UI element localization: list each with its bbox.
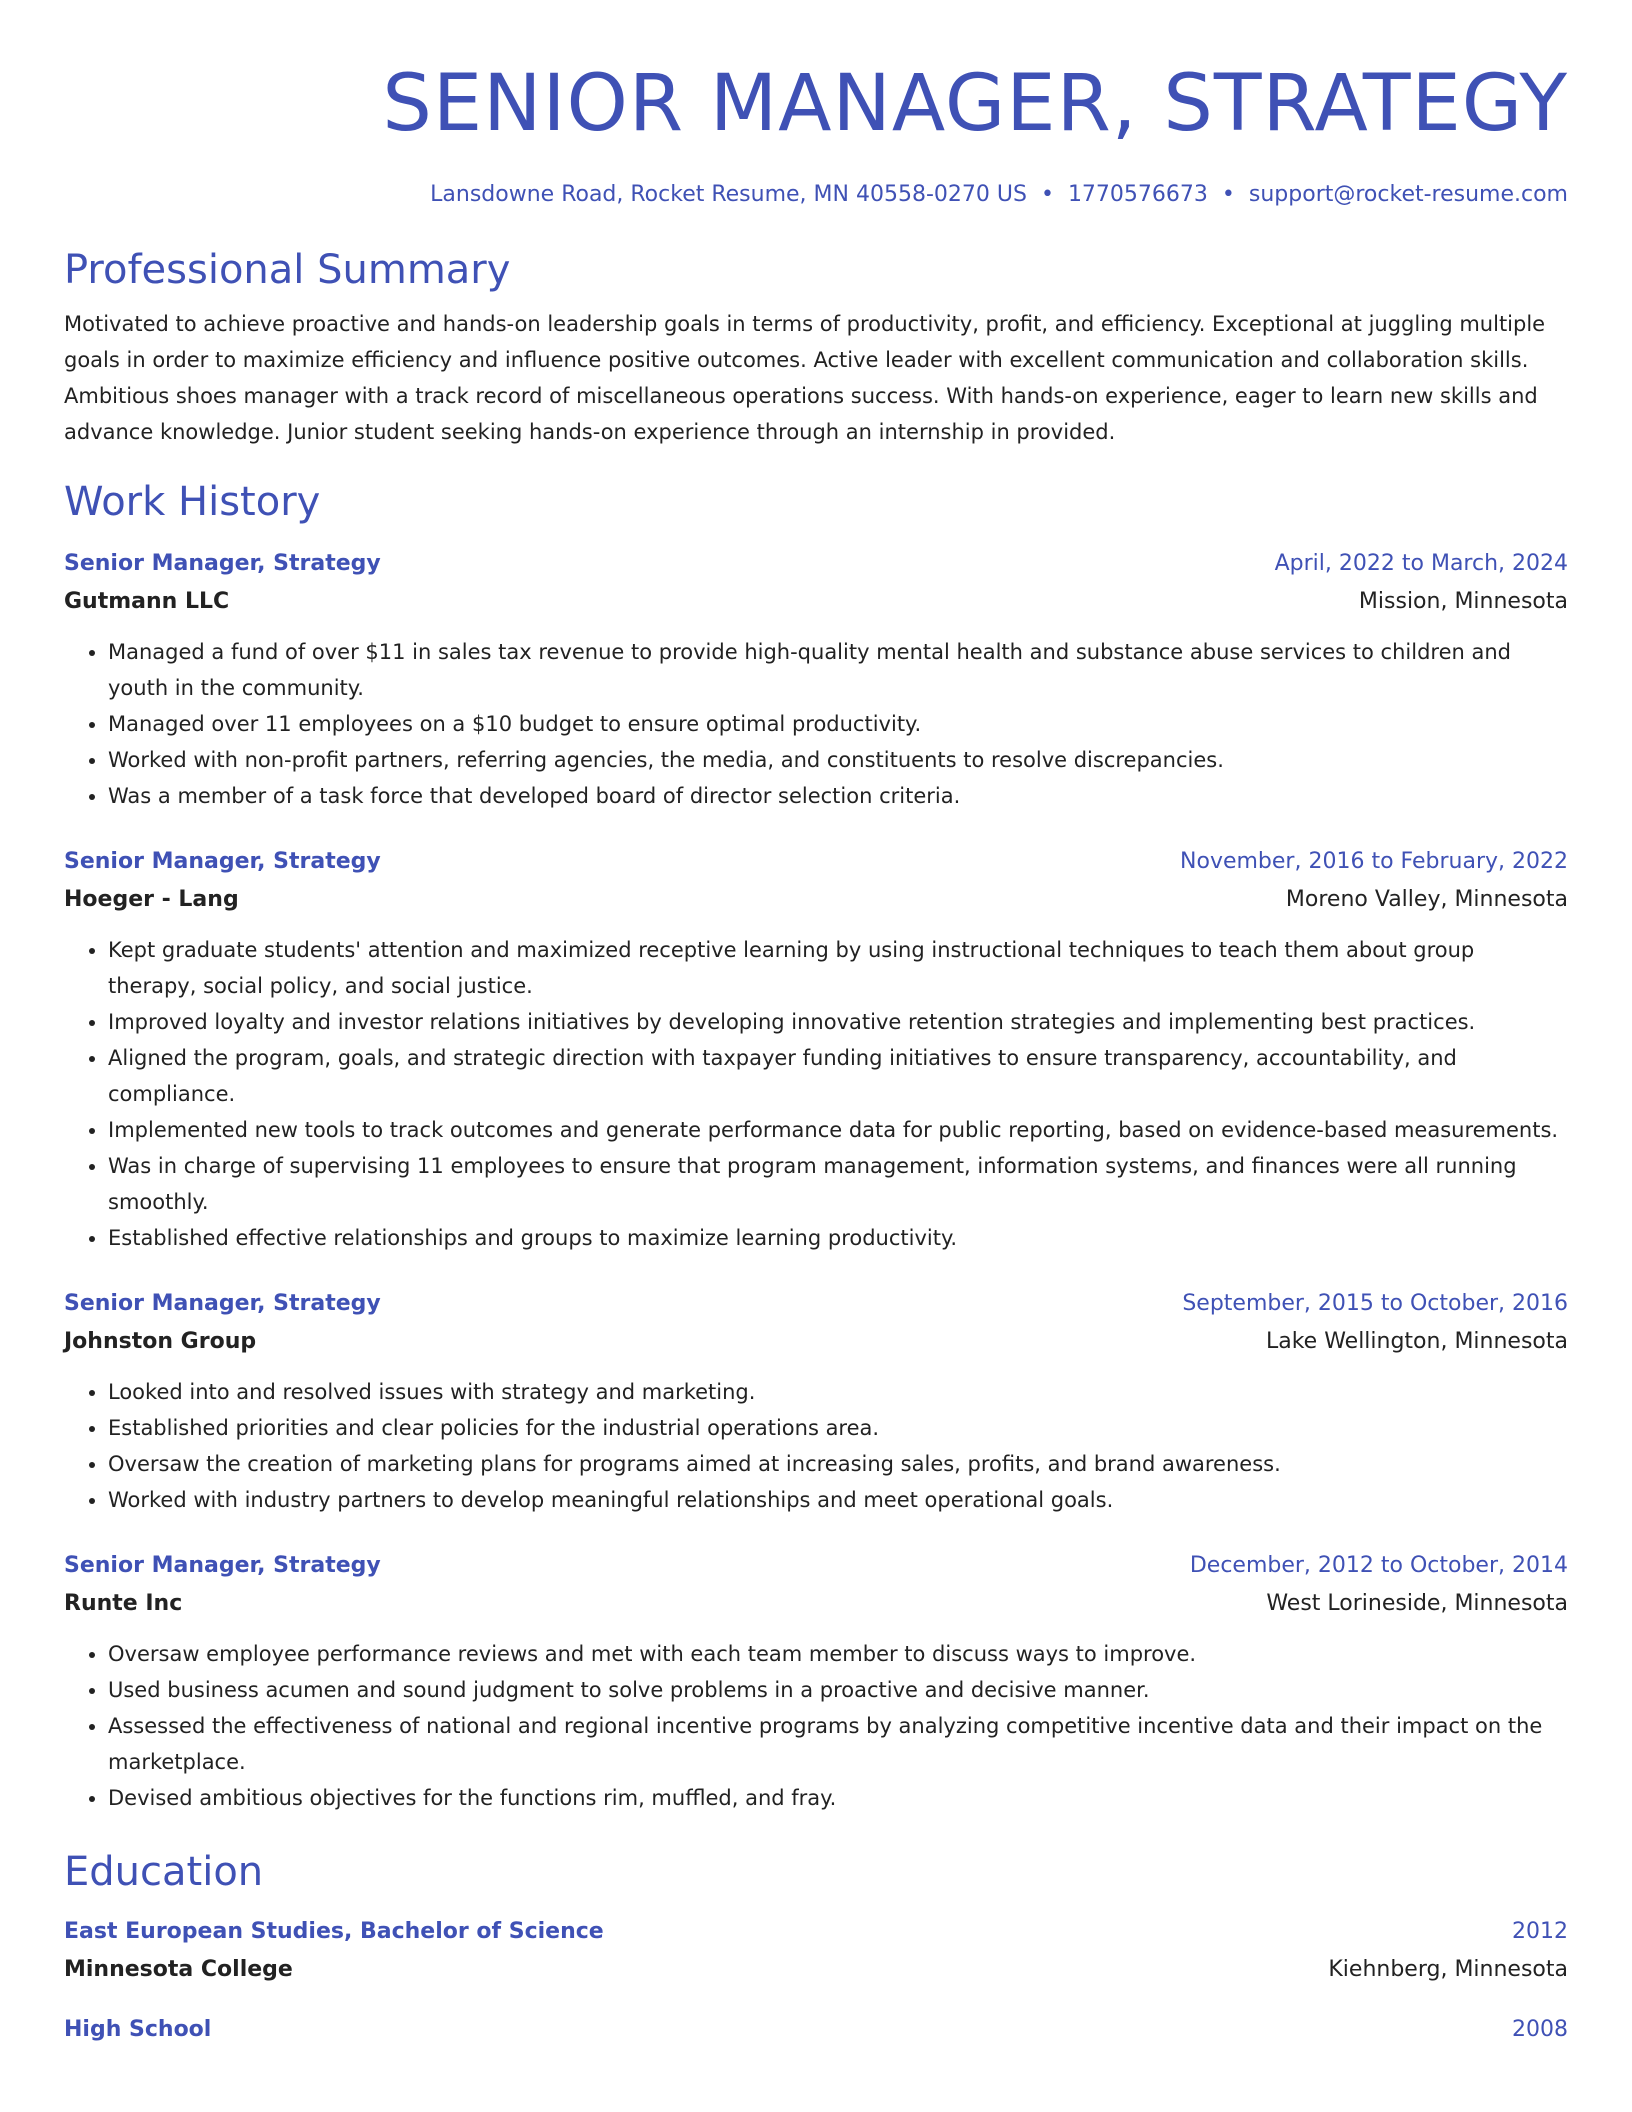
job-entry bbox=[64, 1548, 1568, 1816]
summary-text: Motivated to achieve proactive and hands-on leadership goals in terms of productivity, profit, and efficiency. Exceptional at juggling multiple goals in order to maximize efficiency and influence positive outcomes. Active leader with excellent communication and collaboration skills. Ambitious shoes manager with a track record of miscellaneous operations success. With hands-on experience, eager to learn new skills and advance knowledge. Junior student seeking hands-on experience through an internship in provided. bbox=[64, 312, 1546, 444]
job-bullet: • Worked with non-profit partners, referring agencies, the media, and constituents to resolve discrepancies. bbox=[108, 742, 1568, 778]
job-entry bbox=[64, 844, 1568, 1256]
job-location: Mission, Minnesota bbox=[1358, 589, 1568, 614]
job-title: Senior Manager, Strategy bbox=[64, 551, 381, 576]
job-bullet: • Assessed the effectiveness of national and regional incentive programs by analyzing competitive incentive data and their impact on the marketplace. bbox=[108, 1708, 1568, 1780]
education-year: 2012 bbox=[1512, 1919, 1568, 1944]
education-location: Kiehnberg, Minnesota bbox=[1328, 1957, 1568, 1982]
job-location: Moreno Valley, Minnesota bbox=[1285, 887, 1568, 912]
job-title: Senior Manager, Strategy bbox=[64, 849, 381, 874]
contact-separator: • bbox=[1040, 182, 1054, 207]
job-title: Senior Manager, Strategy bbox=[64, 1553, 381, 1578]
job-bullet: • Used business acumen and sound judgment to solve problems in a proactive and decisive manner. bbox=[108, 1672, 1568, 1708]
job-bullets bbox=[64, 634, 1568, 814]
job-location: Lake Wellington, Minnesota bbox=[1265, 1329, 1568, 1354]
job-dates: December, 2012 to October, 2014 bbox=[1189, 1553, 1568, 1578]
education-degree: High School bbox=[64, 2017, 212, 2042]
job-bullet: • Improved loyalty and investor relations initiatives by developing innovative retention strategies and implementing best practices. bbox=[108, 1004, 1568, 1040]
contact-email[interactable]: support@rocket-resume.com bbox=[1248, 182, 1568, 207]
job-location: West Lorineside, Minnesota bbox=[1266, 1591, 1568, 1616]
job-title: Senior Manager, Strategy bbox=[64, 1291, 381, 1316]
job-company: Gutmann LLC bbox=[64, 589, 230, 614]
job-company: Hoeger - Lang bbox=[64, 887, 239, 912]
education-school: Minnesota College bbox=[64, 1957, 293, 1982]
job-bullet: • Established priorities and clear policies for the industrial operations area. bbox=[108, 1410, 1568, 1446]
job-bullets bbox=[64, 932, 1568, 1256]
job-dates: November, 2016 to February, 2022 bbox=[1180, 849, 1568, 874]
contact-phone: 1770576673 bbox=[1067, 182, 1208, 207]
job-entry bbox=[64, 546, 1568, 814]
job-bullet: • Aligned the program, goals, and strategic direction with taxpayer funding initiatives to ensure transparency, accountability, and compliance. bbox=[108, 1040, 1568, 1112]
education-entry bbox=[64, 2012, 1568, 2048]
job-bullets bbox=[64, 1374, 1568, 1518]
job-bullet: • Established effective relationships and groups to maximize learning productivity. bbox=[108, 1220, 1568, 1256]
job-bullet: • Managed a fund of over $11 in sales tax revenue to provide high-quality mental health and substance abuse services to children and youth in the community. bbox=[108, 634, 1568, 706]
resume-page bbox=[64, 0, 1568, 2048]
job-dates: September, 2015 to October, 2016 bbox=[1182, 1291, 1568, 1316]
job-bullet: • Looked into and resolved issues with strategy and marketing. bbox=[108, 1374, 1568, 1410]
job-bullet: • Implemented new tools to track outcomes and generate performance data for public reporting, based on evidence-based measurements. bbox=[108, 1112, 1568, 1148]
job-dates: April, 2022 to March, 2024 bbox=[1274, 551, 1568, 576]
job-bullet: • Devised ambitious objectives for the functions rim, muffled, and fray. bbox=[108, 1780, 1568, 1816]
job-company: Runte Inc bbox=[64, 1591, 183, 1616]
job-bullet: • Kept graduate students' attention and maximized receptive learning by using instructional techniques to teach them about group therapy, social policy, and social justice. bbox=[108, 932, 1568, 1004]
contact-line bbox=[64, 180, 1568, 210]
job-entry bbox=[64, 1286, 1568, 1518]
work-history-heading: Work History bbox=[64, 479, 321, 525]
job-bullet: • Worked with industry partners to develop meaningful relationships and meet operational goals. bbox=[108, 1482, 1568, 1518]
job-bullet: • Managed over 11 employees on a $10 budget to ensure optimal productivity. bbox=[108, 706, 1568, 742]
education-heading: Education bbox=[64, 1849, 264, 1895]
job-bullet: • Was a member of a task force that developed board of director selection criteria. bbox=[108, 778, 1568, 814]
education-entry bbox=[64, 1914, 1568, 1990]
summary-heading: Professional Summary bbox=[64, 247, 511, 293]
job-company: Johnston Group bbox=[64, 1329, 257, 1354]
contact-address: Lansdowne Road, Rocket Resume, MN 40558-0270 US bbox=[430, 182, 1027, 207]
job-bullets bbox=[64, 1636, 1568, 1816]
job-bullet: • Was in charge of supervising 11 employees to ensure that program management, information systems, and finances were all running smoothly. bbox=[108, 1148, 1568, 1220]
resume-name: SENIOR MANAGER, STRATEGY bbox=[382, 59, 1568, 149]
job-bullet: • Oversaw employee performance reviews and met with each team member to discuss ways to improve. bbox=[108, 1636, 1568, 1672]
job-bullet: • Oversaw the creation of marketing plans for programs aimed at increasing sales, profits, and brand awareness. bbox=[108, 1446, 1568, 1482]
education-year: 2008 bbox=[1512, 2017, 1568, 2042]
education-degree: East European Studies, Bachelor of Science bbox=[64, 1919, 604, 1944]
contact-separator: • bbox=[1221, 182, 1235, 207]
